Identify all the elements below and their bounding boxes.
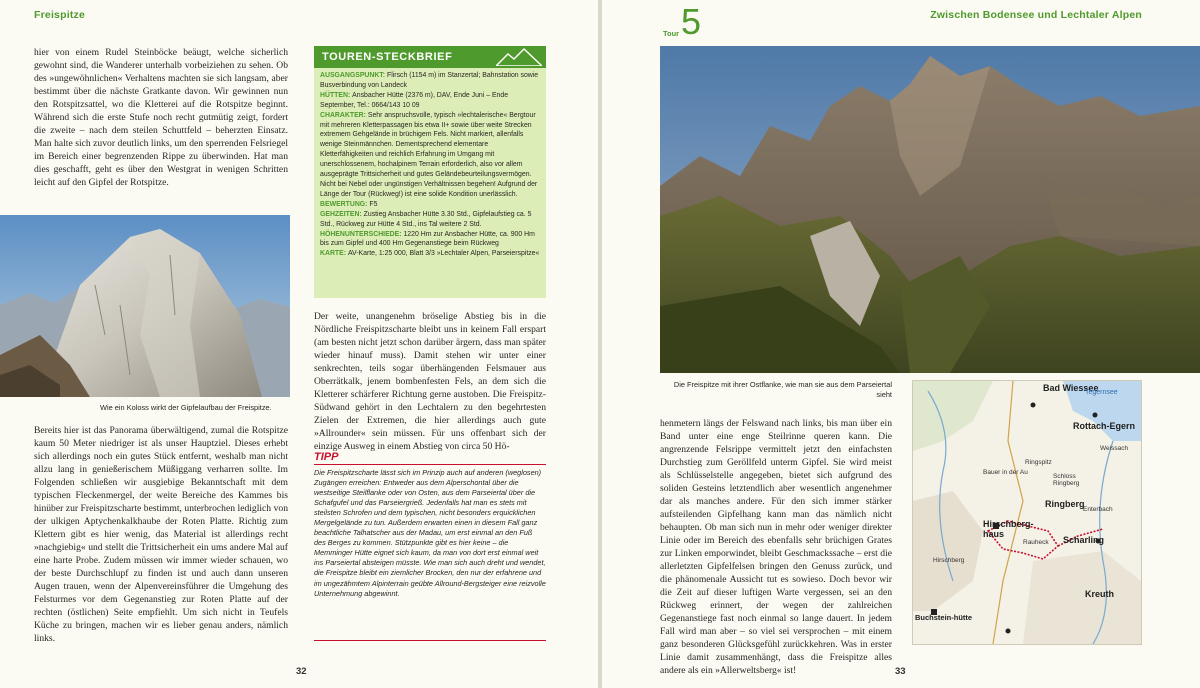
paragraph: henmetern längs der Felswand nach links, bis man über ein Band unter eine enge Steilrinne queren kann. Die angrenzende Felsrippe vermittelt jetzt den einfachsten Durchstieg zum Geröllfeld unterm Gipfel. Sie wird meist als Schlüsselstelle angegeben, bietet sich aufgrund des soliden Gesteins letztendlich aber wesentlich angenehmer dar als manches andere. Für den sich immer stärker aufsteilenden Gipfelhang kann man das nämlich nicht behaupten. Ob man sich nun in mehr oder weniger direkter Linie oder im Bereich des ebenfalls sehr brüchigen Grates zur Linken emporwindet, bleibt Geschmackssache – erst die allerletzten Gipfelfelsen bringen den Genuss zurück, und die phänomenale Aussicht tut es sowieso. Doch bevor wir die Zeit auf dieser luftigen Warte vergessen, sei an den Rückweg erinnert, der wegen der zahlreichen Gegenanstiege fast noch einmal so lange dauert. In jedem Fall wird man aber – so viel sei versprochen – mit einem ganz besonderen Glücksgefühl zurückkehren. Was in erster Linie damit zusammenhängt, dass die Freispitze alles andere als ein »Allerweltsberg« ist! bbox=[660, 418, 892, 676]
tour-profile-item bbox=[320, 230, 540, 250]
tour-profile-item bbox=[320, 249, 540, 259]
left-photo-caption: Wie ein Koloss wirkt der Gipfelaufbau der Freispitze. bbox=[100, 403, 272, 412]
tour-profile-item-label: GEHZEITEN: bbox=[320, 210, 364, 218]
tour-profile-item bbox=[320, 71, 540, 91]
map-label-tegernsee: Tegernsee bbox=[1085, 389, 1118, 396]
tour-profile-item-label: KARTE: bbox=[320, 250, 348, 258]
tour-profile-item-label: HÜTTEN: bbox=[320, 91, 353, 99]
tour-profile-item bbox=[320, 111, 540, 200]
tour-profile-item-text: AV-Karte, 1:25 000, Blatt 3/3 »Lechtaler Alpen, Parseierspitze« bbox=[347, 250, 540, 258]
page-number-left: 32 bbox=[296, 666, 307, 677]
page-number-right: 33 bbox=[895, 666, 906, 677]
tip-text: Die Freispitzscharte lässt sich im Prinzip auch auf anderen (weglosen) Zugängen erreichen: Entweder aus dem Alperschontal über die westseitige Steilflanke oder von Osten, aus dem Parseiertal über die Schafgufel und das Parseiergrieß. Jedenfalls hat man es stets mit steilsten Schrofen und dem typischen, nicht besonders erquicklichen Mergelgelände zu tun. Außerdem erwarten einen in diesem Fall ganz beachtliche Talhatscher aus der Madau, um erst einmal an den Fuß des Berges zu kommen. Stützpunkte gibt es hier keine – die Memminger Hütte eignet sich kaum, da man von dort erst einmal weit ins Parseiertal absteigen müsste. Wie man sich auch dreht und wendet, die Freispitze bleibt ein ziemlicher Brocken, den nur der erfahrene und im ungezähmtem Alpinterrain geübte Allround-Bergsteiger eine reizvolle Unternehmung abgewinnt. bbox=[314, 468, 546, 598]
mountain-icon bbox=[496, 48, 542, 66]
paragraph: Der weite, unangenehm bröselige Abstieg bis in die Nördliche Freispitzscharte bleibt uns in keinem Fall erspart (am besten nicht jetzt schon darüber ärgern, dass man später wieder hinauf muss). Damit stehen wir unter einer senkrechten, teils sogar überhängenden Felsmauer aus Oberrätkalk, jenem bombenfesten Fels, an dem sich die Kletterer schärferer Richtung gerne austoben. Die Freispitz-Südwand gehört in den Lechtalern zu den begehrtesten Zielen der Extremen, die hier allerdings auch gute »Allrounder« sein müssen. Für uns offenbart sich der einzige Ausweg in einem Abstieg von circa 50 Hö- bbox=[314, 311, 546, 452]
paragraph: hier von einem Rudel Steinböcke beäugt, welche sicherlich gewohnt sind, die Wanderer unterhalb vorbeiziehen zu sehen. Ob des »ungewöhnlichen« Verhaltens machten sie sich langsam, aber bestimmt über die nächste Gratkante davon. Wir gewinnen nun den Rotspitzsattel, wo die Kletterei auf die Rotspitze beginnt. Während sich die erste Stufe noch recht gutmütig zeigt, fordert die zweite – nach dem steilen Schuttfeld – beherzten Einsatz. Man halte sich zuvor deutlich links, um den sperrenden Felsriegel im Bereich einer begrenzenden Rippe zu überwinden. Hat man dies geschafft, geht es über den Westgrat in wenigen Schritten leicht auf den Gipfel der Rotspitze. bbox=[34, 47, 288, 188]
map-label-bad-wiessee: Bad Wiessee bbox=[1043, 383, 1099, 393]
tour-profile-item-label: BEWERTUNG: bbox=[320, 200, 370, 208]
left-page bbox=[0, 0, 598, 688]
map-label-hirschberg: Hirschberg bbox=[933, 557, 965, 564]
running-head-left: Freispitze bbox=[34, 9, 86, 21]
map-label-weissach: Weissach bbox=[1100, 445, 1129, 452]
left-column-text-top bbox=[34, 46, 288, 189]
tip-box bbox=[314, 450, 546, 641]
map-label-bauer-in-der-au: Bauer in der Au bbox=[983, 469, 1028, 476]
map-label-ringspitz: Ringspitz bbox=[1025, 459, 1052, 466]
tour-profile-header bbox=[314, 46, 546, 68]
tour-profile-item bbox=[320, 210, 540, 230]
route-map bbox=[912, 380, 1142, 645]
paragraph: Bereits hier ist das Panorama überwältigend, zumal die Rotspitze kaum 50 Meter niedriger ist als unser Hauptziel. Dieses erhebt sich allerdings noch ein gutes Stück entfernt, weshalb man nicht allzu lang in genießerischem Müßiggang verharren sollte. Im Folgenden schließen wir ausgiebige Bekanntschaft mit dem typischen Fleckenmergel, der weite Bereiche des Kammes bis hinüber zur Freispitzscharte bestimmt, unterbrochen lediglich von der ulkigen Aptychenkalkhaube der Roten Platte. Richtig zum Klettern gibt es hier wenig, das Material ist allerdings recht »nachgiebig« und stellt die Trittsicherheit ein ums andere Mal auf eine harte Probe. Zudem müssen wir immer wieder schauen, wo der beste Durchschlupf zu finden ist und auch dann unseren Augen trauen, wenn der Alpenvereinsführer die Umgehung des Felsturmes vor dem Gegenanstieg zur Roten Platte auf der rechten (östlichen) Seite empfiehlt. Um sich nicht in Teufels Küche zu bringen, machen wir es lieber genau anders, nämlich links. bbox=[34, 425, 288, 644]
map-label-rauheck: Rauheck bbox=[1023, 539, 1049, 546]
map-label-scharling: Scharling bbox=[1063, 535, 1105, 545]
map-label-ringberg: Ringberg bbox=[1045, 499, 1085, 509]
right-photo-caption: Die Freispitze mit ihrer Ostflanke, wie man sie aus dem Parseiertal sieht bbox=[673, 380, 892, 399]
left-column-text-bottom bbox=[34, 424, 288, 645]
tour-profile-item bbox=[320, 200, 540, 210]
tour-profile-box bbox=[314, 46, 546, 298]
map-label-hirschberghaus: Hirschberg-haus bbox=[983, 519, 1034, 539]
map-label-buchstein-huette: Buchstein-hütte bbox=[915, 613, 973, 622]
running-head-right: Zwischen Bodensee und Lechtaler Alpen bbox=[930, 9, 1142, 21]
tour-profile-item-text: F5 bbox=[369, 200, 378, 208]
right-column-text bbox=[660, 417, 892, 677]
map-label-enterbach: Enterbach bbox=[1083, 506, 1113, 513]
map-label-rottach-egern: Rottach-Egern bbox=[1073, 421, 1136, 431]
tour-profile-item-label: CHARAKTER: bbox=[320, 111, 368, 119]
middle-column-text bbox=[314, 310, 546, 453]
tour-profile-item bbox=[320, 91, 540, 111]
tour-number: 5 bbox=[681, 1, 702, 42]
tour-profile-item-text: Zustieg Ansbacher Hütte 3.30 Std., Gipfelaufstieg ca. 5 Std., Rückweg zur Hütte 4 Std., ins Tal weitere 2 Std. bbox=[320, 210, 532, 228]
freispitze-summit-photo bbox=[0, 215, 290, 397]
freispitze-east-flank-photo bbox=[660, 46, 1200, 373]
tour-profile-item-text: Sehr anspruchsvolle, typisch »lechtalerische« Bergtour mit mehreren Kletterpassagen bis etwa II+ sowie über weite Strecken extremem Gehgelände in brüchigem Fels. Nicht markiert, allenfalls wenige Steinmännchen. Dementsprechend elementare Kletterfähigkeiten und reichlich Erfahrung im Umgang mit unerschlossenem, hochalpinem Terrain erforderlich, also vor allem ausgeprägte Trittsicherheit und gutes Geländebeurteilungsvermögen. Nicht bei Nebel oder ungünstigen Verhältnissen begehen! Aufgrund der Länge der Tour (Rückweg!) ist eine solide Kondition unerlässlich. bbox=[320, 111, 538, 198]
tour-profile-item-text: Ansbacher Hütte (2376 m), DAV, Ende Juni – Ende September, Tel.: 0664/143 10 09 bbox=[320, 91, 509, 109]
tip-title: TIPP bbox=[314, 450, 546, 465]
tour-profile-item-text: Flirsch (1154 m) im Stanzertal; Bahnstation sowie Busverbindung von Landeck bbox=[320, 72, 539, 89]
map-label-schloss-ringberg: Schloss Ringberg bbox=[1053, 473, 1080, 487]
tour-profile-item-text: 1220 Hm zur Ansbacher Hütte, ca. 900 Hm bis zum Gipfel und 400 Hm Gegenanstiege beim Rückweg bbox=[320, 230, 535, 248]
tour-profile-item-label: AUSGANGSPUNKT: bbox=[320, 72, 387, 79]
tour-profile-title: TOUREN-STECKBRIEF bbox=[322, 51, 453, 63]
map-label-kreuth: Kreuth bbox=[1085, 589, 1114, 599]
tour-profile-body bbox=[314, 68, 546, 259]
tour-profile-item-label: HÖHENUNTERSCHIEDE: bbox=[320, 230, 404, 238]
tour-label: Tour bbox=[663, 29, 680, 38]
